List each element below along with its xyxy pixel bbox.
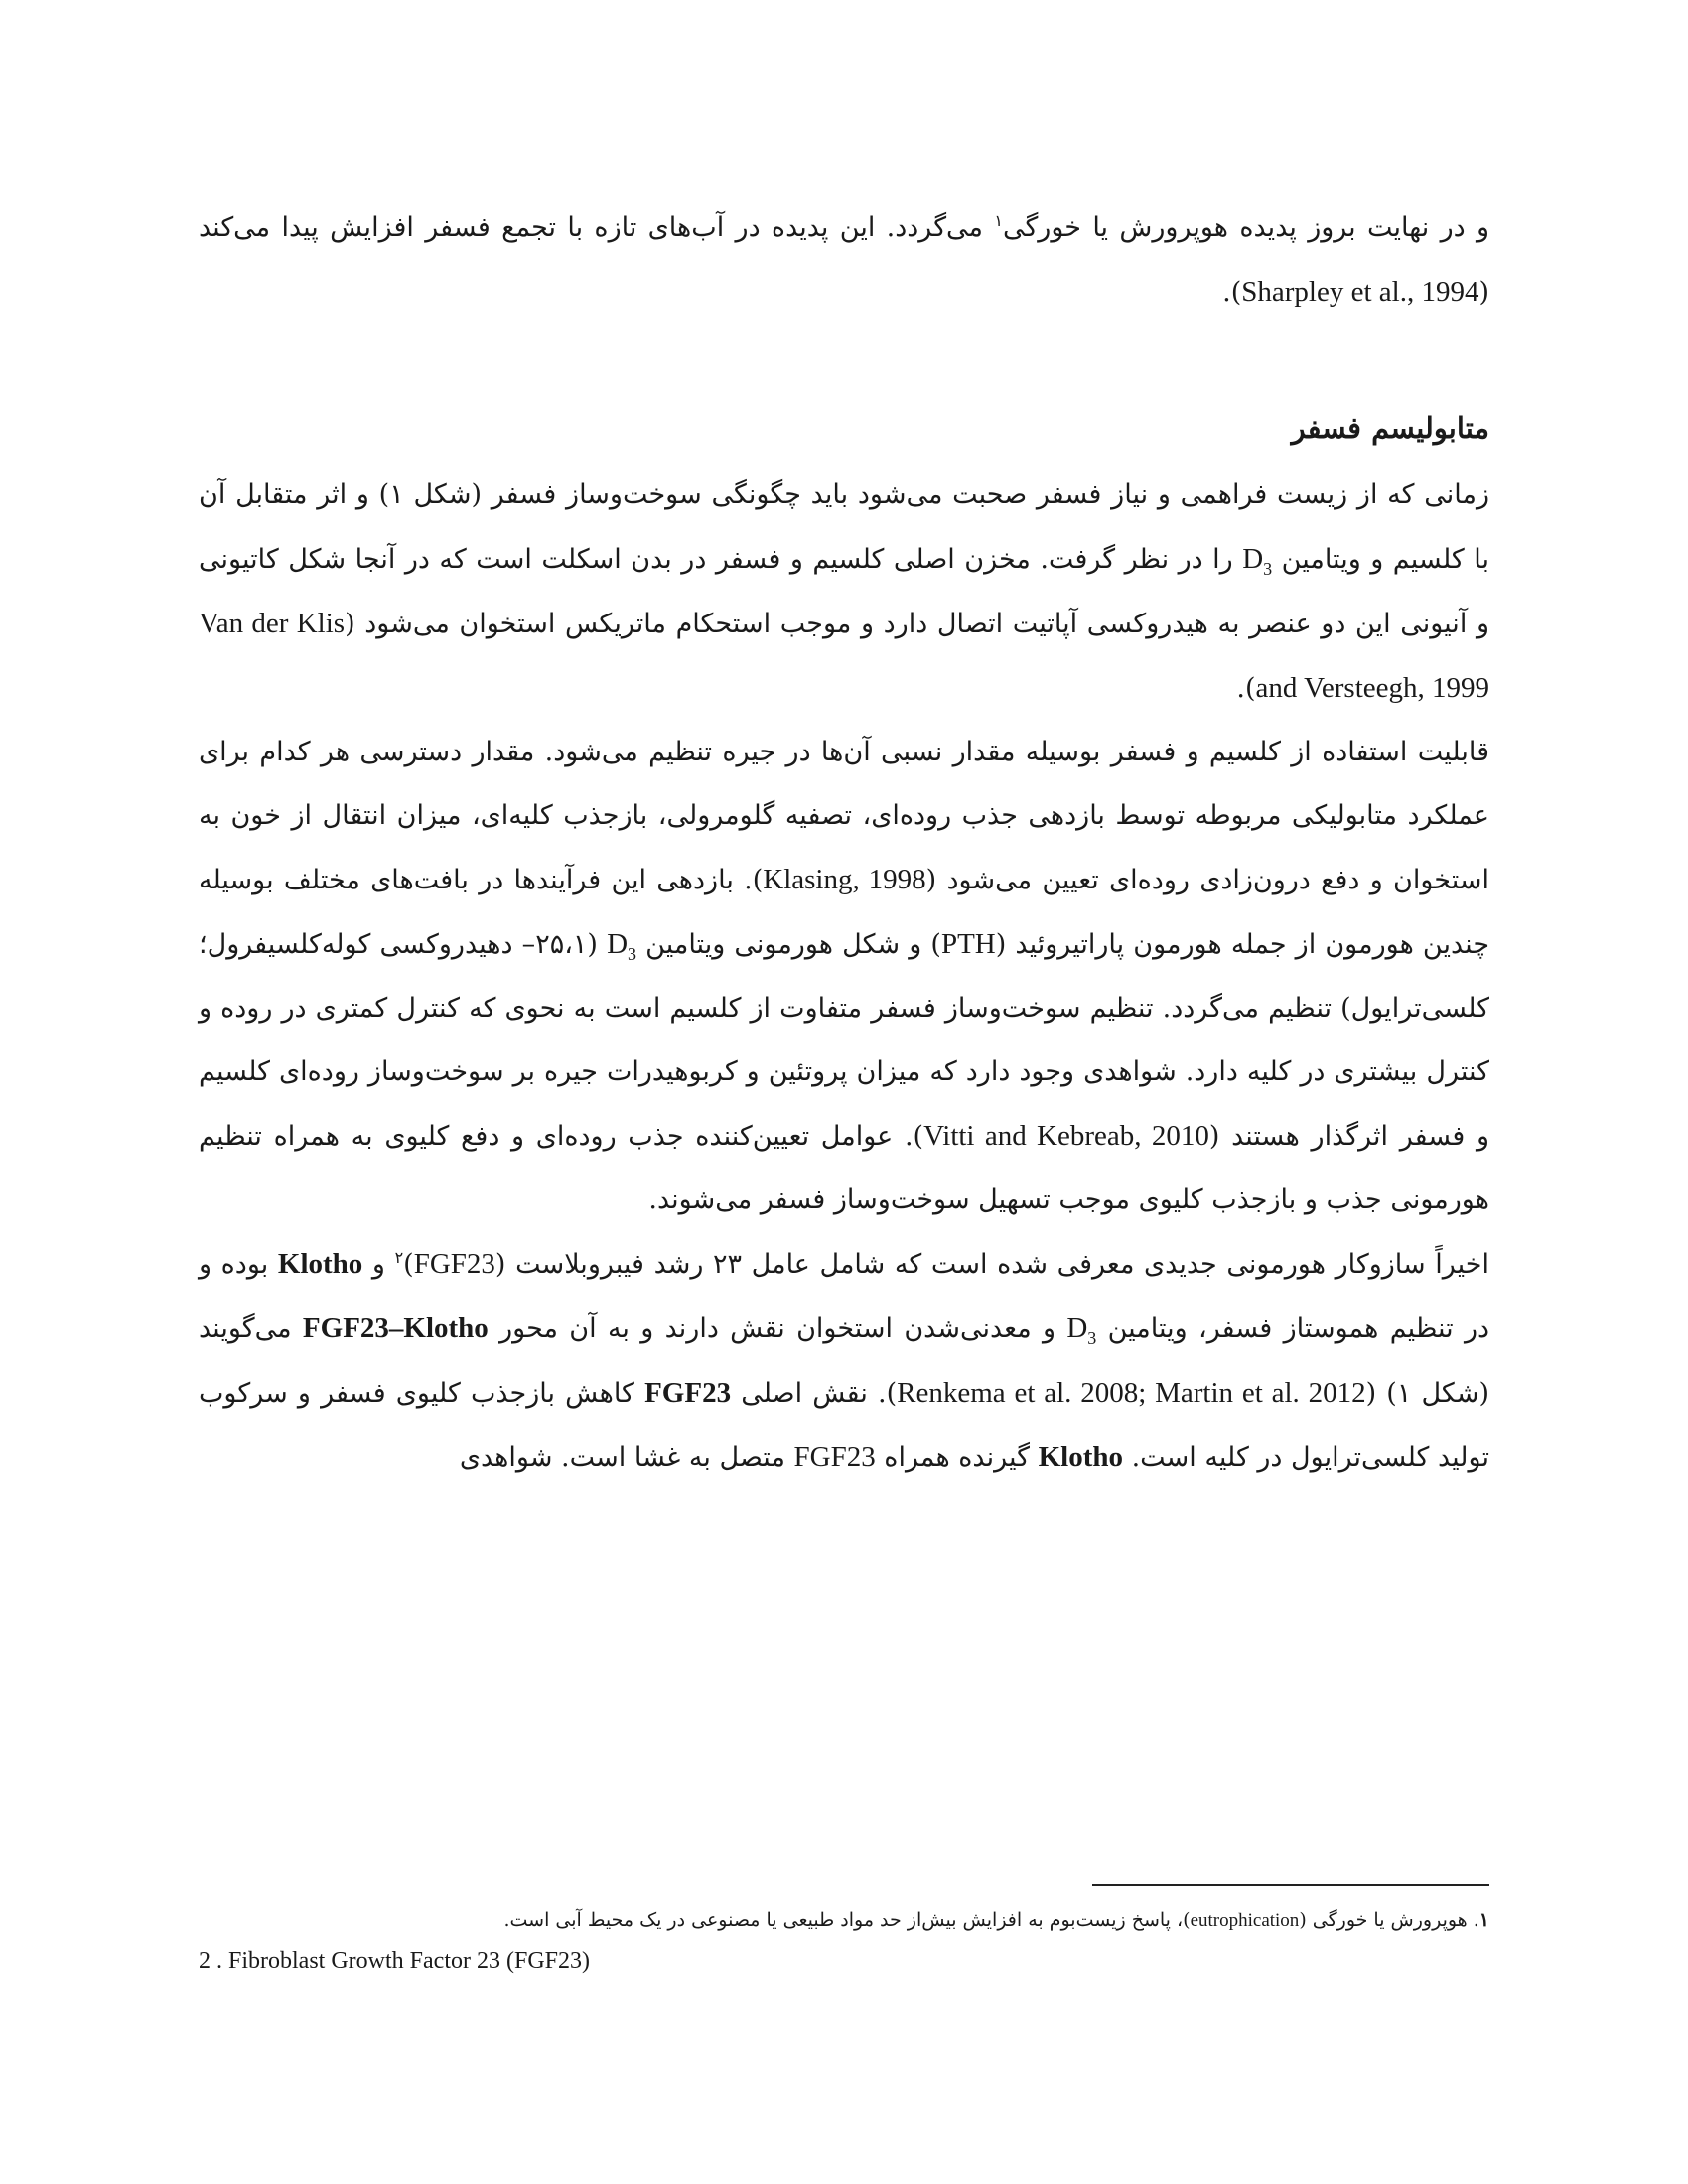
footnote-term: eutrophication	[1190, 1910, 1300, 1931]
section-heading: متابولیسم فسفر	[1291, 411, 1489, 445]
fgf23-term: FGF23	[644, 1377, 732, 1409]
paragraph-text: و معدنی‌شدن استخوان نقش دارند و به آن محور	[488, 1313, 1067, 1344]
klotho-term: Klotho	[277, 1248, 363, 1280]
paragraph-text: ).	[1236, 673, 1256, 704]
intro-text: و در نهایت بروز پدیده هوپرورش یا خورگی	[1002, 212, 1490, 243]
paragraph-text: (۲۵،۱– دهیدروکسی کوله‌کلسیفرول؛ کلسی‌ترایول) تنظیم می‌گردد. تنظیم سوخت‌وساز فسفر متفاوت از کلسیم است به نحوی که کنترل کمتری در روده و کنترل بیشتری در کلیه دارد. شواهدی وجود دارد که میزان پروتئین و کربوهیدرات جیره بر سوخت‌وساز روده‌ای کلسیم و فسفر اثرگذار هستند (	[199, 929, 1489, 1152]
vitamin-d3: $D_3$	[607, 928, 637, 964]
footnote-1	[503, 1906, 1489, 1935]
fgf23-term: FGF23	[413, 1248, 495, 1280]
citation: Sharpley et al., 1994	[1241, 276, 1479, 308]
intro-text: ).	[1222, 277, 1242, 308]
citation: Vitti and Kebreab, 2010	[923, 1120, 1209, 1152]
citation: Klasing, 1998	[763, 864, 926, 895]
paragraph-text: را در نظر گرفت. مخزن اصلی کلسیم و فسفر در بدن اسکلت است که در آنجا شکل کاتیونی و آنیونی این دو عنصر به هیدروکسی آپاتیت اتصال دارد و موجب استحکام ماتریکس استخوان می‌شود (	[199, 544, 1489, 639]
paragraph-text: ). بازدهی این فرآیندها در بافت‌های مختلف بوسیله چندین هورمون از جمله هورمون پاراتیروئید (	[199, 865, 1490, 960]
intro-text: می‌گردد. این پدیده در آب‌های تازه با تجمع فسفر افزایش پیدا می‌کند (	[199, 212, 1489, 308]
paragraph-text: و	[362, 1249, 395, 1280]
paragraph-text: ) و شکل هورمونی ویتامین	[636, 929, 941, 960]
paragraph-text: ). عوامل تعیین‌کننده جذب روده‌ای و دفع کلیوی به همراه تنظیم هورمونی جذب و بازجذب کلیوی موجب تسهیل سوخت‌وساز فسفر می‌شوند.	[199, 1121, 1489, 1215]
paragraph-text: متصل به غشا است. شواهدی	[459, 1442, 794, 1473]
paragraph-text: )	[403, 1249, 414, 1280]
vitamin-d3: $D_3$	[1242, 543, 1273, 579]
paragraph-text: گیرنده همراه	[875, 1442, 1039, 1473]
paragraph-text: ). نقش اصلی	[731, 1378, 898, 1409]
paragraph-text: زمانی که از زیست فراهمی و نیاز فسفر صحبت می‌شود باید چگونگی سوخت‌وساز فسفر (شکل ۱) و اثر متقابل آن با کلسیم و ویتامین	[199, 479, 1489, 575]
paragraph-text: بوده و در تنظیم هموستاز فسفر، ویتامین	[199, 1249, 1490, 1344]
citation: Van der Klis and Versteegh, 1999	[199, 608, 1489, 704]
paragraph-1	[199, 464, 1489, 721]
paragraph-text: اخیراً سازوکار هورمونی جدیدی معرفی شده است که شامل عامل ۲۳ رشد فیبروبلاست (	[494, 1249, 1489, 1280]
fgf23-term: FGF23	[793, 1441, 876, 1473]
footnote-2: 2 . Fibroblast Growth Factor 23 (FGF23)	[199, 1948, 590, 1974]
klotho-term: Klotho	[1038, 1441, 1123, 1473]
paragraph-text: کاهش بازجذب کلیوی فسفر و سرکوب تولید کلسی‌ترایول در کلیه است.	[199, 1378, 1489, 1473]
footnote-text: )، پاسخ زیست‌بوم به افزایش بیش‌از حد مواد طبیعی یا مصنوعی در یک محیط آبی است.	[503, 1909, 1191, 1931]
footnote-text: . هوپرورش یا خورگی (	[1299, 1909, 1479, 1931]
paragraph-text: می‌گویند (شکل ۱) (	[199, 1313, 1489, 1409]
footnote-number: ۱	[1478, 1909, 1489, 1931]
intro-paragraph	[199, 197, 1489, 325]
fgf23-klotho-axis: FGF23–Klotho	[302, 1312, 489, 1344]
document-body	[199, 197, 1489, 1490]
footnote-ref-1[interactable]: ۱	[994, 211, 1003, 230]
footnote-ref-2[interactable]: ۲	[394, 1248, 404, 1267]
paragraph-3	[199, 1232, 1489, 1490]
paragraph-2	[199, 721, 1489, 1232]
pth-abbrev: PTH	[940, 928, 996, 960]
footnote-separator	[1092, 1884, 1489, 1886]
vitamin-d3: $D_3$	[1066, 1312, 1097, 1348]
citation: Renkema et al. 2008; Martin et al. 2012	[897, 1377, 1366, 1409]
paragraph-text: قابلیت استفاده از کلسیم و فسفر بوسیله مقدار نسبی آن‌ها در جیره تنظیم می‌شود. مقدار دسترسی هر کدام برای عملکرد متابولیکی مربوطه توسط بازدهی جذب روده‌ای، تصفیه گلومرولی، بازجذب کلیه‌ای، میزان انتقال از خون به استخوان و دفع درون‌زادی روده‌ای تعیین می‌شود (	[199, 737, 1489, 895]
